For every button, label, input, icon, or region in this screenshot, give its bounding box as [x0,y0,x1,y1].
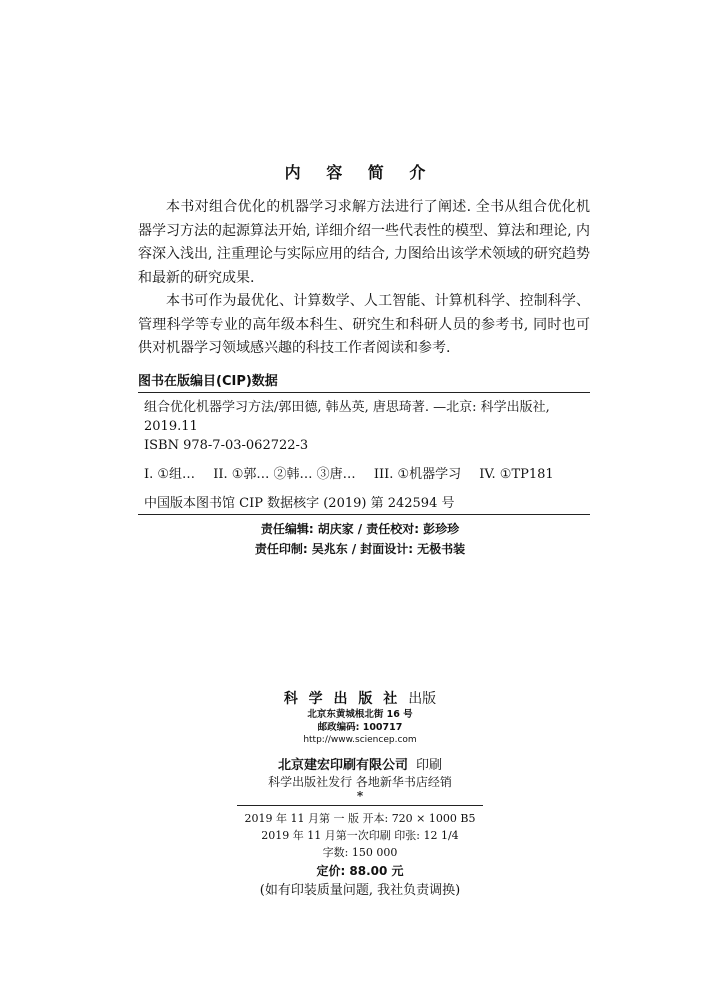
publisher-suffix: 出版 [408,691,437,707]
credit-editor: 责任编辑: 胡庆家 [260,522,354,536]
cip-title-line: 组合优化机器学习方法/郭田德, 韩丛英, 唐思琦著. —北京: 科学出版社, [144,400,550,415]
cip-class-4: IV. ①TP181 [479,467,554,482]
cip-date-line: 2019.11 [144,419,198,434]
colophon [0,688,720,901]
quality-notice: (如有印装质量问题, 我社负责调换) [259,883,461,898]
publisher-logo-text: 科 学 出 版 社 [283,691,401,707]
price: 定价: 88.00 元 [316,864,404,878]
cip-bottom-rule [138,514,590,515]
printer-line [0,754,720,773]
summary-title: 内 容 简 介 [284,163,436,182]
summary-paragraph-2: 本书可作为最优化、计算数学、人工智能、计算机科学、控制科学、管理科学等专业的高年级本科生、研究生和科研人员的参考书, 同时也可供对机器学习领域感兴趣的科技工作者阅读和参考. [138,293,590,356]
credits-line-1: 责任编辑: 胡庆家 / 责任校对: 彭珍珍 [260,522,460,536]
cip-header: 图书在版编目(CIP)数据 [138,374,278,389]
cip-classification [144,465,590,484]
printer-name: 北京建宏印刷有限公司 [277,758,408,773]
printing-line: 2019 年 11 月第一次印刷 印张: 12 1/4 [261,829,459,842]
cip-class-2: II. ①郭… ②韩… ③唐… [213,467,356,482]
edition-line: 2019 年 11 月第 一 版 开本: 720 × 1000 B5 [244,812,476,825]
colophon-rule [237,805,483,806]
cip-block [144,398,590,513]
separator-star: * [356,789,364,803]
publisher-website: http://www.sciencep.com [303,735,417,745]
credit-cover-design: 封面设计: 无极书装 [360,542,466,556]
cip-verify: 中国版本图书馆 CIP 数据核字 (2019) 第 242594 号 [144,496,455,511]
cip-class-1: I. ①组… [144,467,196,482]
distribution-line: 科学出版社发行 各地新华书店经销 [268,775,452,789]
summary-text [138,196,590,361]
publisher-name [0,688,720,708]
cip-class-3: III. ①机器学习 [373,467,462,482]
credit-printing: 责任印制: 吴兆东 [254,542,348,556]
publisher-postcode: 邮政编码: 100717 [317,722,403,733]
summary-paragraph-1: 本书对组合优化的机器学习求解方法进行了阐述. 全书从组合优化机器学习方法的起源算法开始, 详细介绍一些代表性的模型、算法和理论, 内容深入浅出, 注重理论与实际应用的结合, 力图给出该学术领域的研究趋势和最新的研究成果. [138,199,590,286]
publisher-address: 北京东黄城根北街 16 号 [307,709,413,720]
printer-suffix: 印刷 [416,758,443,773]
cip-top-rule [138,392,590,393]
cip-isbn: ISBN 978-7-03-062722-3 [144,438,309,453]
credit-proofreader: 责任校对: 彭珍珍 [366,522,460,536]
word-count: 字数: 150 000 [322,846,398,859]
credits-line-2: 责任印制: 吴兆东 / 封面设计: 无极书装 [254,542,466,556]
